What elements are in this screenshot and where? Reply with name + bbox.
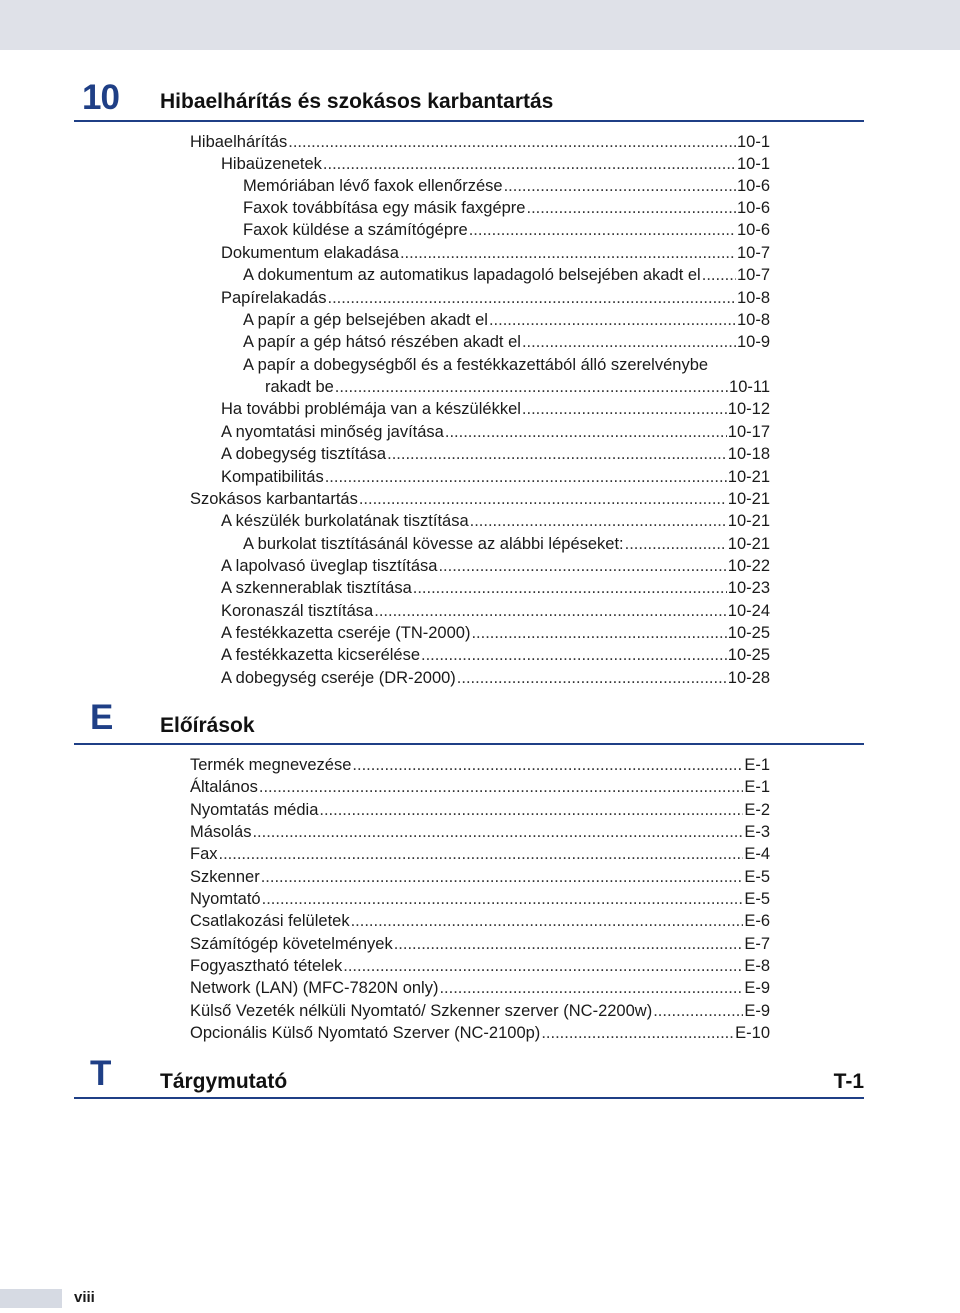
toc-entry[interactable]: Külső Vezeték nélküli Nyomtató/ Szkenner szerver (NC-2200w) ..... E-9 xyxy=(190,1000,770,1022)
toc-entry[interactable]: A készülék burkolatának tisztítása ..... 10-21 xyxy=(221,510,770,532)
toc-entry[interactable]: Fax ..... E-4 xyxy=(190,843,770,865)
toc-entry[interactable]: Fogyasztható tételek ..... E-8 xyxy=(190,955,770,977)
toc-entry[interactable]: Ha további problémája van a készülékkel ..... 10-12 xyxy=(221,398,770,420)
chapter-title: Hibaelhárítás és szokásos karbantartás xyxy=(160,90,554,113)
toc-entry[interactable]: A szkennerablak tisztítása ..... 10-23 xyxy=(221,577,770,599)
toc-entry[interactable]: Koronaszál tisztítása ..... 10-24 xyxy=(221,600,770,622)
chapter-number: T xyxy=(90,1054,111,1093)
toc-entry[interactable]: Számítógép követelmények ..... E-7 xyxy=(190,933,770,955)
toc-entry[interactable]: A dobegység cseréje (DR-2000) ..... 10-28 xyxy=(221,667,770,689)
toc-entry[interactable]: Memóriában lévő faxok ellenőrzése ..... 10-6 xyxy=(243,175,770,197)
toc-entry[interactable]: Faxok továbbítása egy másik faxgépre ..... 10-6 xyxy=(243,197,770,219)
toc-entry[interactable]: A nyomtatási minőség javítása ..... 10-17 xyxy=(221,421,770,443)
toc-entry[interactable]: Általános ..... E-1 xyxy=(190,776,770,798)
chapter-number: E xyxy=(90,698,113,737)
chapter-rule xyxy=(74,120,864,122)
header-band xyxy=(0,0,960,50)
toc-entry[interactable]: Hibaelhárítás ..... 10-1 xyxy=(190,131,770,153)
toc-entry[interactable]: Faxok küldése a számítógépre ..... 10-6 xyxy=(243,219,770,241)
toc-entry[interactable]: Nyomtató ..... E-5 xyxy=(190,888,770,910)
chapter-rule xyxy=(74,1097,864,1099)
toc-entry[interactable]: Nyomtatás média ..... E-2 xyxy=(190,799,770,821)
chapter-page: T-1 xyxy=(833,1070,864,1093)
chapter-t-heading[interactable] xyxy=(74,1056,864,1102)
chapter-title: Tárgymutató xyxy=(160,1070,288,1093)
chapter-number: 10 xyxy=(82,78,119,117)
toc-entry[interactable]: A papír a gép belsejében akadt el ..... 10-8 xyxy=(243,309,770,331)
toc-entry-first-line[interactable]: A papír a dobegységből és a festékkazettából álló szerelvénybe xyxy=(243,356,709,374)
toc-entry[interactable]: Csatlakozási felületek ..... E-6 xyxy=(190,910,770,932)
toc-entry[interactable]: Opcionális Külső Nyomtató Szerver (NC-2100p) ..... E-10 xyxy=(190,1022,770,1044)
toc-entry[interactable]: rakadt be ..... 10-11 xyxy=(265,376,770,398)
toc-entry[interactable]: Szkenner ..... E-5 xyxy=(190,866,770,888)
chapter-title: Előírások xyxy=(160,714,255,737)
toc-entry[interactable]: A dobegység tisztítása ..... 10-18 xyxy=(221,443,770,465)
toc-entry[interactable]: A festékkazetta cseréje (TN-2000) ..... 10-25 xyxy=(221,622,770,644)
toc-entry[interactable]: A festékkazetta kicserélése ..... 10-25 xyxy=(221,644,770,666)
toc-entry[interactable]: A papír a gép hátsó részében akadt el ..... 10-9 xyxy=(243,331,770,353)
toc-entry[interactable]: A dokumentum az automatikus lapadagoló belsejében akadt el ..... 10-7 xyxy=(243,264,770,286)
toc-entry[interactable]: Dokumentum elakadása ..... 10-7 xyxy=(221,242,770,264)
page-number: viii xyxy=(74,1289,95,1306)
toc-entry[interactable]: Termék megnevezése ..... E-1 xyxy=(190,754,770,776)
footer-band xyxy=(0,1289,62,1308)
toc-entry[interactable]: Szokásos karbantartás ..... 10-21 xyxy=(190,488,770,510)
toc-entry[interactable]: Papírelakadás ..... 10-8 xyxy=(221,287,770,309)
chapter-rule xyxy=(74,743,864,745)
toc-entry[interactable]: Hibaüzenetek ..... 10-1 xyxy=(221,153,770,175)
toc-entry[interactable]: Network (LAN) (MFC-7820N only) ..... E-9 xyxy=(190,977,770,999)
toc-entry[interactable]: Kompatibilitás ..... 10-21 xyxy=(221,466,770,488)
chapter-10-heading xyxy=(74,78,864,124)
toc-entry[interactable]: Másolás ..... E-3 xyxy=(190,821,770,843)
toc-entry[interactable]: A burkolat tisztításánál kövesse az alábbi lépéseket: ..... 10-21 xyxy=(243,533,770,555)
toc-entry[interactable]: A lapolvasó üveglap tisztítása ..... 10-22 xyxy=(221,555,770,577)
chapter-e-heading xyxy=(74,700,864,746)
